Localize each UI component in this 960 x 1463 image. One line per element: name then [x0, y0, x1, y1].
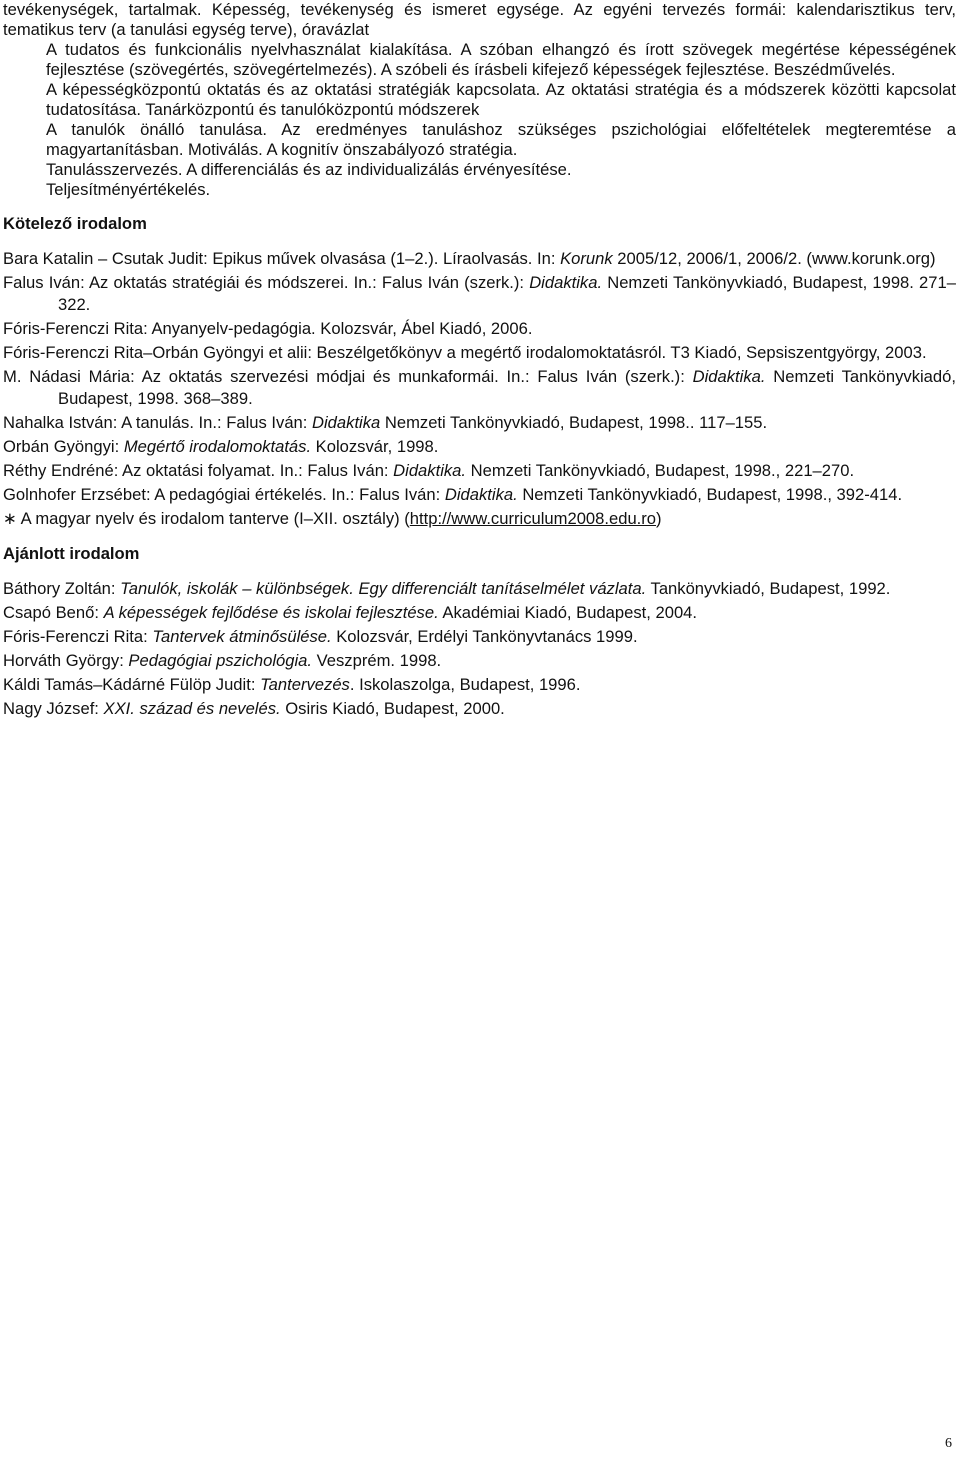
reference-text: ) — [656, 509, 662, 528]
reference-text: ∗ A magyar nyelv és irodalom tanterve (I–XII. osztály) ( — [3, 509, 410, 528]
reference-text: Nahalka István: A tanulás. In.: Falus Iván: — [3, 413, 313, 432]
document-page — [3, 0, 956, 722]
reference-text: Réthy Endréné: Az oktatási folyamat. In.: Falus Iván: — [3, 461, 394, 480]
reference-text: Orbán Gyöngyi: — [3, 437, 124, 456]
reference-item — [3, 650, 956, 672]
reference-item — [3, 674, 956, 696]
reference-title: Megértő irodalomoktatás. — [123, 437, 312, 456]
reference-text: Kolozsvár, Erdélyi Tankönyvtanács 1999. — [331, 627, 638, 646]
intro-paragraph: Teljesítményértékelés. — [46, 180, 211, 199]
reference-text: Veszprém. 1998. — [312, 651, 442, 670]
reference-text: M. Nádasi Mária: Az oktatás szervezési módjai és munkaformái. In.: Falus Iván (szerk.): — [3, 367, 693, 386]
reference-text: Nemzeti Tankönyvkiadó, Budapest, 1998. 368–389. — [58, 367, 956, 408]
reference-item — [3, 318, 956, 340]
reference-text: Báthory Zoltán: — [3, 579, 121, 598]
reference-text: Golnhofer Erzsébet: A pedagógiai értékelés. In.: Falus Iván: — [3, 485, 445, 504]
reference-title: Korunk — [560, 249, 613, 268]
reference-title: Didaktika. — [393, 461, 467, 480]
reference-item — [3, 342, 956, 364]
reference-text: Fóris-Ferenczi Rita–Orbán Gyöngyi et alii: Beszélgetőkönyv a megértő irodalomoktatásról. T3 Kiadó, Sepsiszentgyörgy, 2003. — [3, 343, 927, 362]
intro-paragraph: tevékenységek, tartalmak. Képesség, tevékenység és ismeret egysége. Az egyéni tervezés formái: kalendarisztikus terv, tematikus terv (a tanulási egység terve), óravázlat — [3, 0, 956, 39]
reference-text: Osiris Kiadó, Budapest, 2000. — [280, 699, 505, 718]
reference-text: Nemzeti Tankönyvkiadó, Budapest, 1998., 221–270. — [466, 461, 855, 480]
reference-text: Csapó Benő: — [3, 603, 104, 622]
intro-paragraph: A képességközpontú oktatás és az oktatási stratégiák kapcsolata. Az oktatási stratégia és a módszerek közötti kapcsolat tudatosítása. Tanárközpontú és tanulóközpontú módszerek — [46, 80, 956, 119]
reference-title: Didaktika. — [529, 273, 603, 292]
reference-title: Didaktika. — [692, 367, 766, 386]
intro-section — [3, 0, 956, 200]
reference-item — [3, 272, 956, 316]
reference-link[interactable]: http://www.curriculum2008.edu.ro — [409, 509, 657, 528]
reference-item — [3, 366, 956, 410]
intro-paragraph: A tanulók önálló tanulása. Az eredményes tanuláshoz szükséges pszichológiai előfeltételek megteremtése a magyartanításban. Motiválás. A kognitív önszabályozó stratégia. — [46, 120, 956, 159]
reference-item — [3, 412, 956, 434]
reference-text: Horváth György: — [3, 651, 129, 670]
reference-text: Bara Katalin – Csutak Judit: Epikus művek olvasása (1–2.). Líraolvasás. In: — [3, 249, 561, 268]
reference-item — [3, 626, 956, 648]
reference-item — [3, 436, 956, 458]
reference-item — [3, 248, 956, 270]
reference-text: Nemzeti Tankönyvkiadó, Budapest, 1998. 271–322. — [58, 273, 956, 314]
intro-paragraph: Tanulásszervezés. A differenciálás és az individualizálás érvényesítése. — [46, 160, 572, 179]
reference-text: Káldi Tamás–Kádárné Fülöp Judit: — [3, 675, 261, 694]
reference-item — [3, 460, 956, 482]
mandatory-reference-list — [3, 248, 956, 530]
reference-title: Didaktika. — [444, 485, 518, 504]
reference-text: Fóris-Ferenczi Rita: Anyanyelv-pedagógia. Kolozsvár, Ábel Kiadó, 2006. — [3, 319, 533, 338]
reference-text: Nemzeti Tankönyvkiadó, Budapest, 1998.. 117–155. — [380, 413, 768, 432]
reference-item — [3, 508, 956, 530]
reference-text: Nemzeti Tankönyvkiadó, Budapest, 1998., 392-414. — [517, 485, 903, 504]
reference-item — [3, 602, 956, 624]
reference-text: Akadémiai Kiadó, Budapest, 2004. — [438, 603, 698, 622]
reference-title: Pedagógiai pszichológia. — [128, 651, 313, 670]
reference-title: Tantervezés — [260, 675, 350, 694]
reference-text: . Iskolaszolga, Budapest, 1996. — [349, 675, 581, 694]
reference-item — [3, 484, 956, 506]
reference-title: Didaktika — [312, 413, 381, 432]
reference-text: Tankönyvkiadó, Budapest, 1992. — [646, 579, 891, 598]
recommended-heading: Ajánlott irodalom — [3, 544, 140, 563]
intro-paragraph: A tudatos és funkcionális nyelvhasználat kialakítása. A szóban elhangzó és írott szövegek megértése képességének fejlesztése (szövegértés, szövegértelmezés). A szóbeli és írásbeli kifejező képességek fejlesztése. Beszédművelés. — [46, 40, 956, 79]
reference-title: Tantervek átminősülése. — [152, 627, 332, 646]
mandatory-heading: Kötelező irodalom — [3, 214, 147, 233]
recommended-reference-list — [3, 578, 956, 720]
reference-item — [3, 698, 956, 720]
reference-text: Kolozsvár, 1998. — [311, 437, 439, 456]
reference-item — [3, 578, 956, 600]
reference-text: Fóris-Ferenczi Rita: — [3, 627, 153, 646]
reference-text: Nagy József: — [3, 699, 104, 718]
reference-title: Tanulók, iskolák – különbségek. Egy differenciált tanításelmélet vázlata. — [120, 579, 647, 598]
page-number: 6 — [945, 1436, 952, 1451]
reference-title: A képességek fejlődése és iskolai fejlesztése. — [103, 603, 439, 622]
reference-text: Falus Iván: Az oktatás stratégiái és módszerei. In.: Falus Iván (szerk.): — [3, 273, 530, 292]
reference-text: 2005/12, 2006/1, 2006/2. (www.korunk.org) — [612, 249, 936, 268]
reference-title: XXI. század és nevelés. — [103, 699, 281, 718]
